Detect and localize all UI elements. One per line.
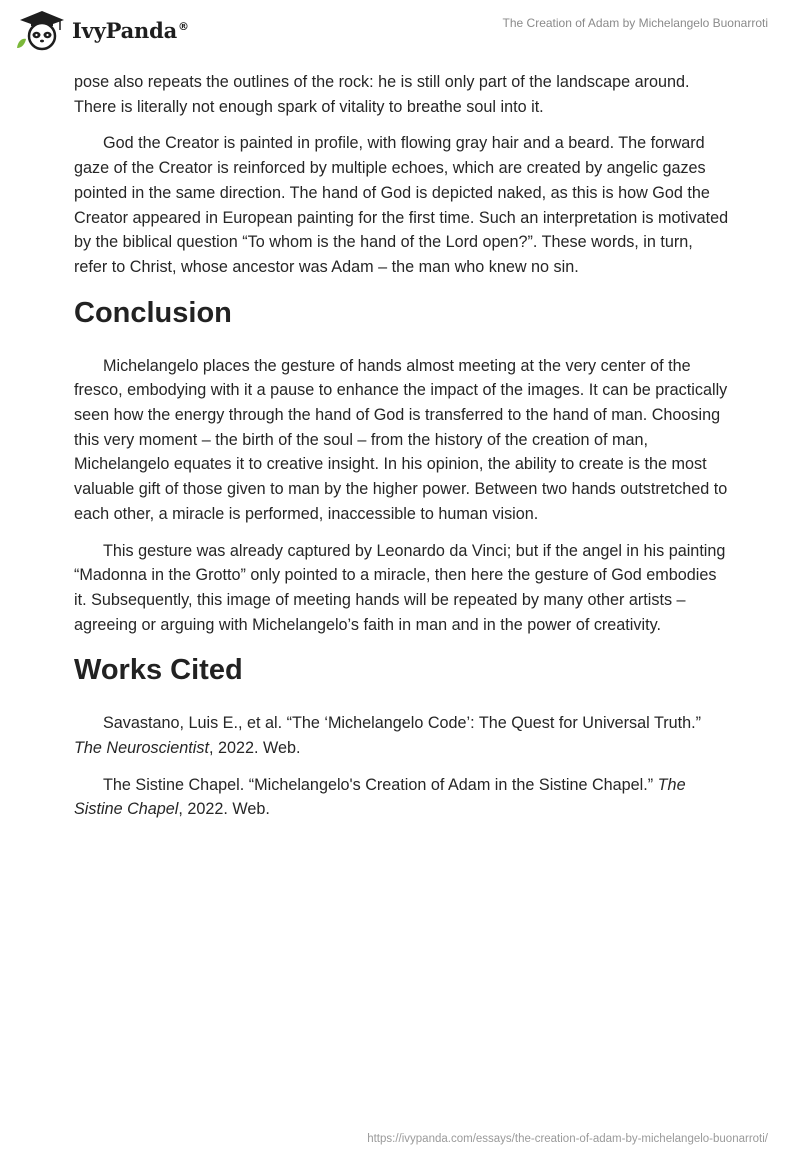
conclusion-heading: Conclusion	[74, 296, 232, 329]
logo-wordmark: IvyPanda®	[72, 17, 189, 43]
panda-graduate-icon	[14, 8, 68, 52]
essay-content	[74, 70, 730, 834]
conclusion-paragraph-1: Michelangelo places the gesture of hands almost meeting at the very center of the fresco, embodying with it a pause to enhance the impact of the images. It can be practically seen how the energy through the hand of God is transferred to the hand of man. Choosing this very moment – the birth of the soul – from the history of the creation of man, Michelangelo equates it to creative insight. In his opinion, the ability to create is the most valuable gift of those given to man by the higher power. Between two hands outstretched to each other, a miracle is performed, inaccessible to human vision.	[74, 356, 728, 523]
works-cited-heading: Works Cited	[74, 654, 243, 687]
document-title: The Creation of Adam by Michelangelo Buonarroti	[502, 16, 768, 30]
ivypanda-logo[interactable]	[14, 8, 189, 52]
citation-entry: The Sistine Chapel. “Michelangelo's Creation of Adam in the Sistine Chapel.” The Sistine Chapel, 2022. Web.	[74, 775, 686, 819]
citation-source: The Neuroscientist	[74, 739, 209, 758]
page-header	[0, 0, 800, 64]
citation-source: The Sistine Chapel	[74, 775, 686, 819]
conclusion-paragraph-2: This gesture was already captured by Leonardo da Vinci; but if the angel in his painting “Madonna in the Grotto” only pointed to a miracle, then here the gesture of God embodies it. Subsequently, this image of meeting hands will be repeated by many other artists – agreeing or arguing with Michelangelo’s faith in man and in the power of creativity.	[74, 541, 726, 634]
body-paragraph-1: pose also repeats the outlines of the rock: he is still only part of the landscape around. There is literally not enough spark of vitality to breathe soul into it.	[74, 73, 690, 116]
citation-entry: Savastano, Luis E., et al. “The ‘Michelangelo Code’: The Quest for Universal Truth.” The Neuroscientist, 2022. Web.	[74, 714, 702, 758]
body-paragraph-2: God the Creator is painted in profile, with flowing gray hair and a beard. The forward gaze of the Creator is reinforced by multiple echoes, which are created by angelic gazes pointed in the same direction. The hand of God is depicted naked, as this is how God the Creator appeared in European painting for the first time. Such an interpretation is motivated by the biblical question “To whom is the hand of the Lord open?”. These words, in turn, refer to Christ, whose ancestor was Adam – the man who knew no sin.	[74, 134, 729, 276]
source-url-link[interactable]: https://ivypanda.com/essays/the-creation-of-adam-by-michelangelo-buonarroti/	[367, 1133, 768, 1145]
